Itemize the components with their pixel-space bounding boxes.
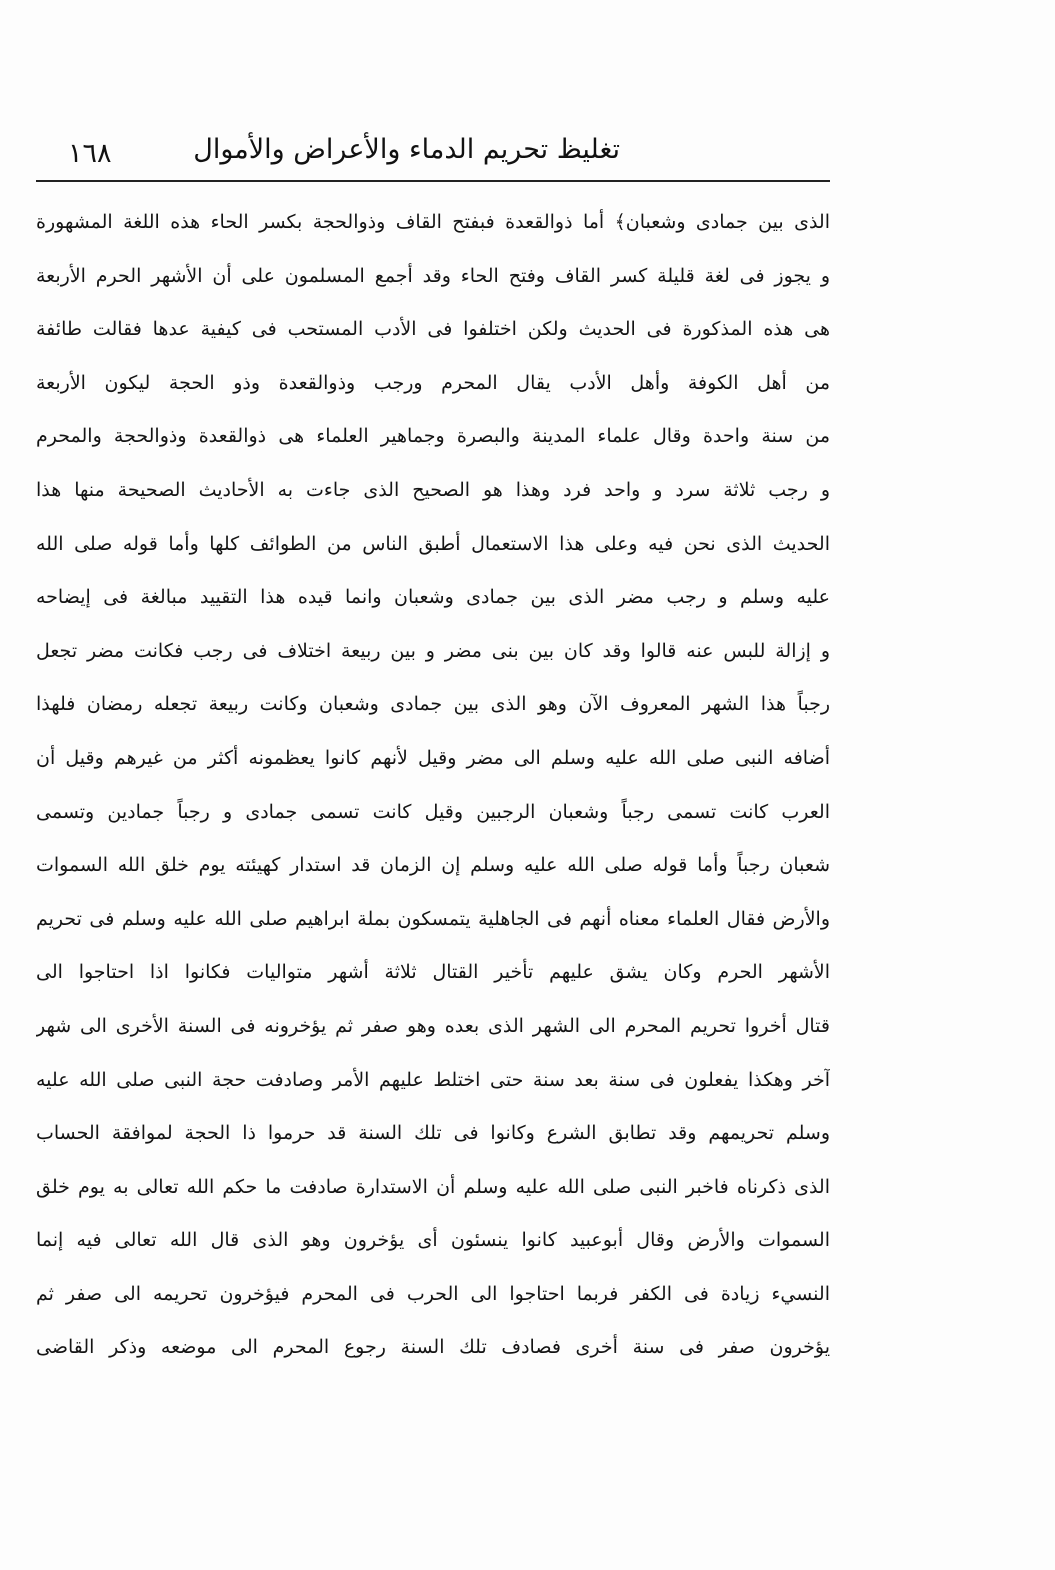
text-line: الحديث الذى نحن فيه وعلى هذا الاستعمال أطبق الناس من الطوائف كلها وأما قوله صلى الله xyxy=(36,532,830,555)
text-line: من سنة واحدة وقال علماء المدينة والبصرة وجماهير العلماء هى ذوالقعدة وذوالحجة والمحرم xyxy=(36,425,830,448)
text-line: السموات والأرض وقال أبوعبيد كانوا ينسئون أى يؤخرون وهو الذى قال الله تعالى فيه إنما xyxy=(36,1229,830,1252)
text-line: عليه وسلم و رجب مضر الذى بين جمادى وشعبان وانما قيده هذا التقييد مبالغة فى إيضاحه xyxy=(36,586,830,609)
text-line: و يجوز فى لغة قليلة كسر القاف وفتح الحاء وقد أجمع المسلمون على أن الأشهر الحرم الأربعة xyxy=(36,264,830,287)
running-title: تغليظ تحريم الدماء والأعراض والأموال xyxy=(193,134,620,165)
text-line: النسيء زيادة فى الكفر فربما احتاجوا الى الحرب فى المحرم فيؤخرون تحريمه الى صفر ثم xyxy=(36,1282,830,1305)
text-line: قتال أخروا تحريم المحرم الى الشهر الذى بعده وهو صفر ثم يؤخرونه فى السنة الأخرى الى شهر xyxy=(36,1014,830,1037)
text-line: و إزالة للبس عنه قالوا وقد كان بين بنى مضر و بين ربيعة اختلاف فى رجب فكانت مضر تجعل xyxy=(36,639,830,662)
text-line: يؤخرون صفر فى سنة أخرى فصادف تلك السنة رجوع المحرم الى موضعه وذكر القاضى xyxy=(36,1336,830,1359)
body-text xyxy=(36,196,830,1375)
text-line: شعبان رجباً وأما قوله صلى الله عليه وسلم إن الزمان قد استدار كهيئته يوم خلق الله السموات xyxy=(36,854,830,877)
text-line: آخر وهكذا يفعلون فى سنة بعد سنة حتى اختلط عليهم الأمر وصادفت حجة النبى صلى الله عليه xyxy=(36,1068,830,1091)
text-line: وسلم تحريمهم وقد تطابق الشرع وكانوا فى تلك السنة قد حرموا ذا الحجة لموافقة الحساب xyxy=(36,1122,830,1145)
text-line: هى هذه المذكورة فى الحديث ولكن اختلفوا فى الأدب المستحب فى كيفية عدها فقالت طائفة xyxy=(36,318,830,341)
text-line: العرب كانت تسمى رجباً وشعبان الرجبين وقيل كانت تسمى جمادى و رجباً جمادين وتسمى xyxy=(36,800,830,823)
header-rule xyxy=(36,180,830,182)
text-line: والأرض فقال العلماء معناه أنهم فى الجاهلية يتمسكون بملة ابراهيم صلى الله عليه وسلم فى تحريم xyxy=(36,907,830,930)
text-line: رجباً هذا الشهر المعروف الآن وهو الذى بين جمادى وشعبان وكانت ربيعة تجعله رمضان فلهذا xyxy=(36,693,830,716)
text-line: أضافه النبى صلى الله عليه وسلم الى مضر وقيل لأنهم كانوا يعظمونه أكثر من غيرهم وقيل أن xyxy=(36,746,830,769)
running-header xyxy=(36,118,830,180)
text-line: الذى ذكرناه فاخبر النبى صلى الله عليه وسلم أن الاستدارة صادفت ما حكم الله تعالى به يوم خلق xyxy=(36,1175,830,1198)
text-line: و رجب ثلاثة سرد و واحد فرد وهذا هو الصحيح الذى جاءت به الأحاديث الصحيحة منها هذا xyxy=(36,478,830,501)
text-line: الأشهر الحرم وكان يشق عليهم تأخير القتال ثلاثة أشهر متواليات فكانوا اذا احتاجوا الى xyxy=(36,961,830,984)
text-line: الذى بين جمادى وشعبان﴾ أما ذوالقعدة فبفتح القاف وذوالحجة بكسر الحاء هذه اللغة المشهورة xyxy=(36,211,830,233)
page-number: ١٦٨ xyxy=(68,138,112,169)
text-line: من أهل الكوفة وأهل الأدب يقال المحرم ورجب وذوالقعدة وذو الحجة ليكون الأربعة xyxy=(36,371,830,394)
